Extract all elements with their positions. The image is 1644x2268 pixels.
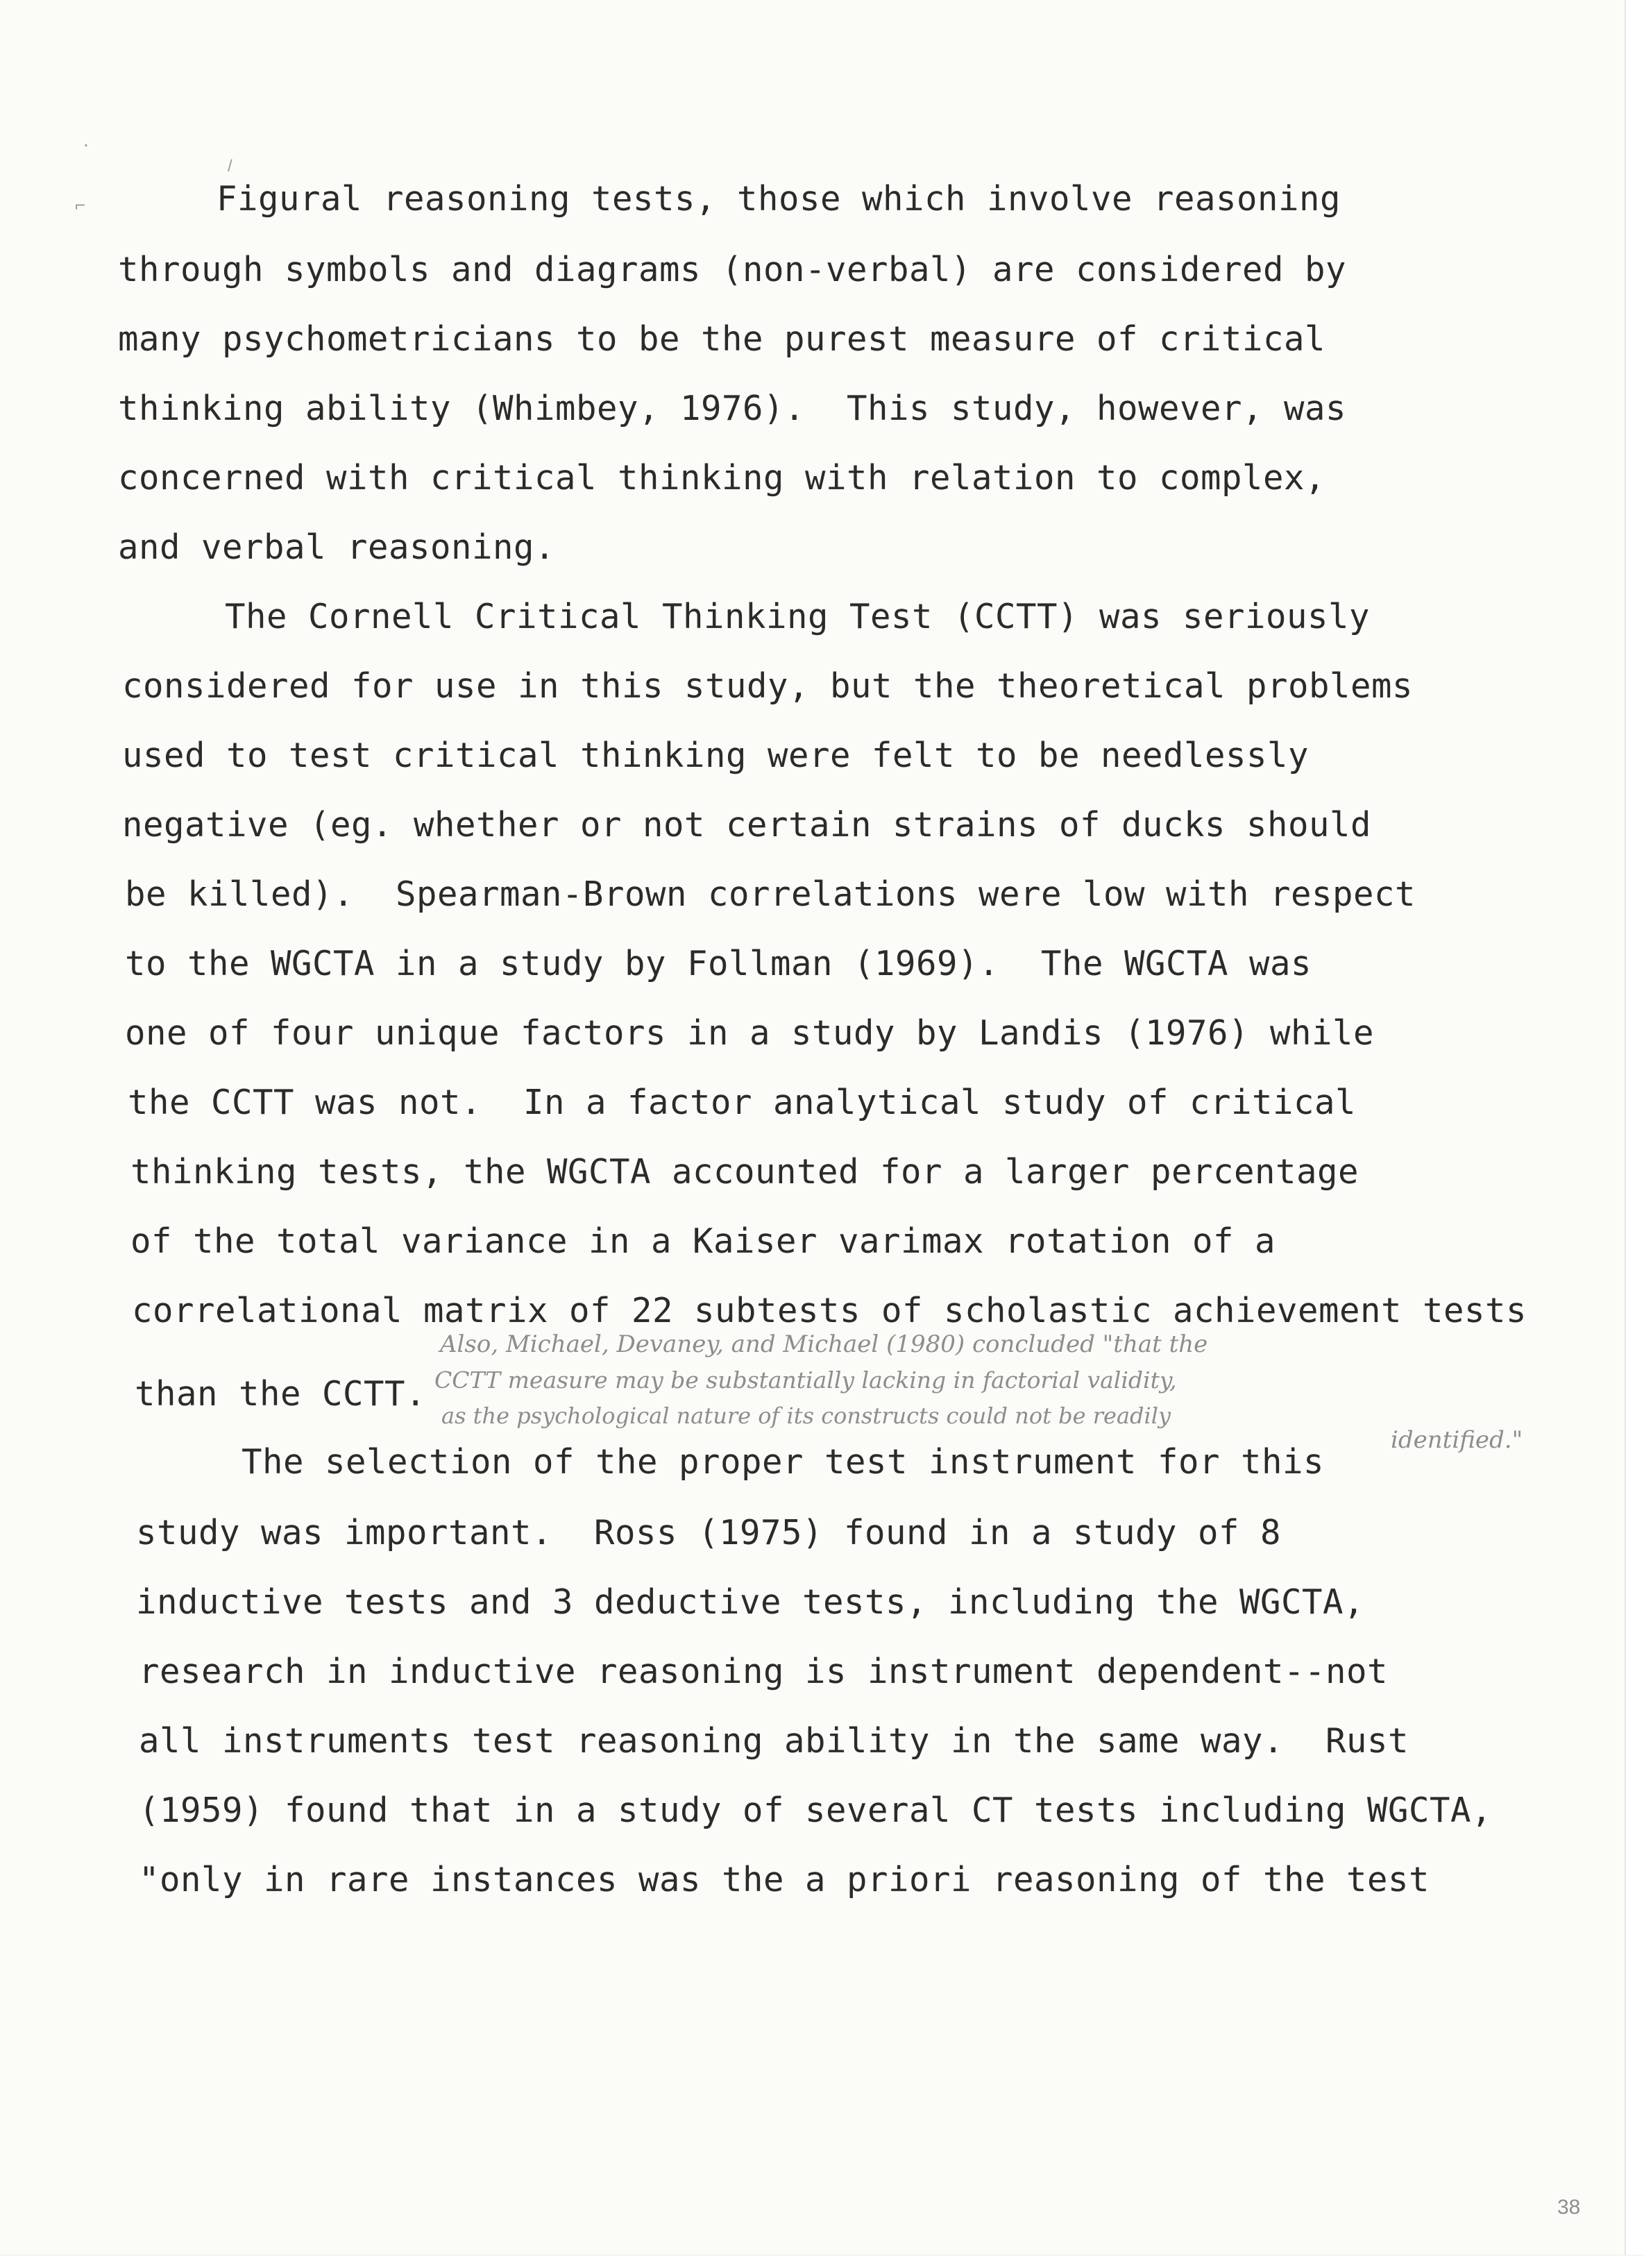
text-line: The Cornell Critical Thinking Test (CCTT) was seriously [225, 597, 1371, 636]
page-edge [1625, 0, 1644, 2268]
text-line: inductive tests and 3 deductive tests, including the WGCTA, [136, 1582, 1365, 1622]
handwritten-note-line: Also, Michael, Devaney, and Michael (1980) concluded "that the [440, 1330, 1208, 1358]
text-line: thinking ability (Whimbey, 1976). This study, however, was [118, 389, 1347, 428]
text-line: correlational matrix of 22 subtests of scholastic achievement tests [132, 1291, 1527, 1330]
handwritten-note-line: as the psychological nature of its constructs could not be readily [441, 1403, 1171, 1429]
text-line: through symbols and diagrams (non-verbal) are considered by [118, 250, 1347, 289]
page-bottom-edge [0, 2255, 1644, 2268]
text-line: Figural reasoning tests, those which involve reasoning [217, 179, 1341, 219]
text-line: and verbal reasoning. [118, 527, 556, 567]
stray-mark: . [83, 129, 89, 151]
text-line: to the WGCTA in a study by Follman (1969). The WGCTA was [125, 944, 1312, 983]
text-line: thinking tests, the WGCTA accounted for a larger percentage [130, 1152, 1359, 1192]
stray-mark: ⌐ [75, 194, 86, 215]
page-number: 38 [1557, 2196, 1581, 2219]
text-line: "only in rare instances was the a priori reasoning of the test [139, 1860, 1430, 1899]
text-line: the CCTT was not. In a factor analytical study of critical [128, 1083, 1357, 1122]
text-line: of the total variance in a Kaiser varimax rotation of a [130, 1221, 1276, 1261]
text-line: be killed). Spearman-Brown correlations were low with respect [125, 874, 1416, 914]
text-line: study was important. Ross (1975) found in a study of 8 [136, 1513, 1282, 1552]
text-line: The selection of the proper test instrument for this [241, 1442, 1325, 1482]
text-line: all instruments test reasoning ability in the same way. Rust [139, 1721, 1409, 1761]
text-line: concerned with critical thinking with relation to complex, [118, 458, 1326, 498]
stray-mark: / [228, 157, 232, 176]
text-line: considered for use in this study, but the theoretical problems [122, 666, 1414, 706]
text-line: research in inductive reasoning is instrument dependent--not [139, 1652, 1389, 1691]
text-line: negative (eg. whether or not certain strains of ducks should [122, 805, 1372, 845]
text-line: many psychometricians to be the purest measure of critical [118, 319, 1326, 359]
handwritten-note-line: CCTT measure may be substantially lacking in factorial validity, [434, 1366, 1177, 1394]
text-line: (1959) found that in a study of several CT tests including WGCTA, [139, 1791, 1493, 1830]
text-line: than the CCTT. [135, 1374, 427, 1414]
text-line: one of four unique factors in a study by Landis (1976) while [125, 1013, 1375, 1053]
text-line: used to test critical thinking were felt to be needlessly [122, 736, 1310, 775]
handwritten-note-line: identified." [1391, 1426, 1523, 1454]
